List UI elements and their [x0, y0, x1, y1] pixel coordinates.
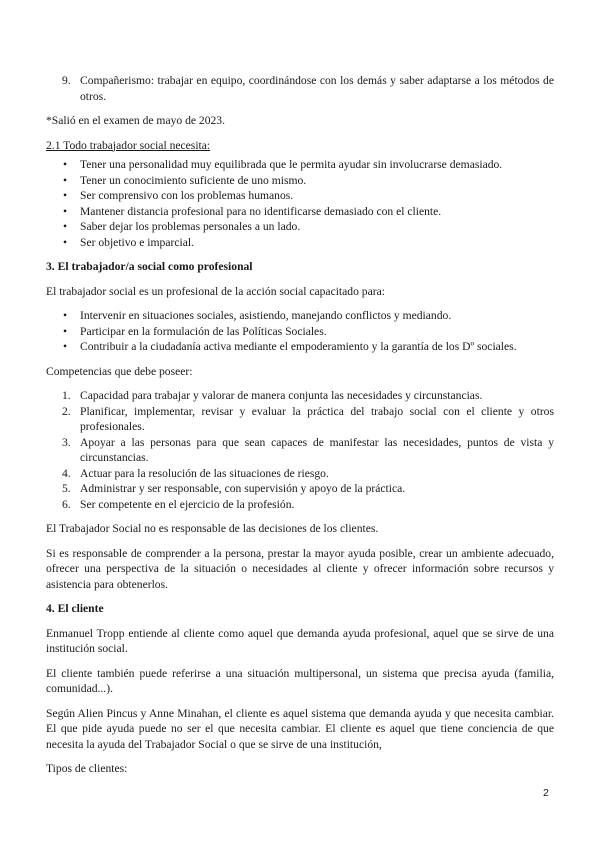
- page-number: 2: [543, 787, 549, 799]
- bullet-icon: •: [63, 173, 68, 187]
- list-item-text: Capacidad para trabajar y valorar de manera conjunta las necesidades y circunstancias.: [80, 389, 483, 402]
- list-item-text: Actuar para la resolución de las situaciones de riesgo.: [80, 466, 329, 480]
- bullet-icon: •: [63, 220, 68, 233]
- bullet-icon: •: [63, 158, 68, 171]
- list-item: [46, 308, 554, 324]
- list-item-text: Administrar y ser responsable, con supervisión y apoyo de la práctica.: [80, 482, 406, 495]
- section-4-paragraph-4: Tipos de clientes:: [46, 762, 128, 775]
- list-marker: 6.: [62, 497, 71, 511]
- list-item: [46, 339, 554, 355]
- section-2-1-bullet-list: [46, 157, 554, 250]
- bullet-icon: •: [63, 189, 68, 202]
- list-marker: 3.: [62, 435, 71, 449]
- page-content: [46, 73, 554, 777]
- list-marker: 2.: [62, 404, 71, 418]
- list-item: [46, 73, 554, 104]
- list-item: [46, 497, 554, 513]
- section-4-paragraph-1: Enmanuel Tropp entiende al cliente como aquel que demanda ayuda profesional, aquel que se sirve de una institución social.: [46, 626, 554, 655]
- list-item-text: Tener un conocimiento suficiente de uno mismo.: [80, 173, 307, 187]
- list-item: [46, 235, 554, 251]
- list-item: [46, 188, 554, 204]
- list-item-text: Participar en la formulación de las Políticas Sociales.: [80, 324, 327, 338]
- bullet-icon: •: [63, 204, 68, 218]
- list-item: [46, 481, 554, 497]
- list-marker: 1.: [62, 389, 71, 402]
- intro-numbered-list: [46, 73, 554, 104]
- competencias-numbered-list: [46, 388, 554, 512]
- section-3-bullet-list: [46, 308, 554, 355]
- section-3-intro: El trabajador social es un profesional de la acción social capacitado para:: [46, 284, 385, 298]
- list-item-text: Ser comprensivo con los problemas humanos.: [80, 189, 294, 202]
- list-item: [46, 219, 554, 235]
- list-item-text: Mantener distancia profesional para no identificarse demasiado con el cliente.: [80, 204, 442, 218]
- competencias-intro: Competencias que debe poseer:: [46, 364, 193, 378]
- list-item: [46, 157, 554, 173]
- section-4-paragraph-2: El cliente también puede referirse a una situación multipersonal, un sistema que precisa ayuda (familia, comunidad...).: [46, 666, 554, 695]
- list-item: [46, 204, 554, 220]
- list-marker: 5.: [62, 482, 71, 495]
- list-item-text: Saber dejar los problemas personales a un lado.: [80, 220, 301, 233]
- section-4-paragraph-3: Según Alien Pincus y Anne Minahan, el cliente es aquel sistema que demanda ayuda y que necesita cambiar. El que pide ayuda puede no ser el que necesita cambiar. El cliente es aquel que tiene conciencia de que necesita la ayuda del Trabajador Social o que se sirve de una institución,: [46, 706, 554, 751]
- list-item: [46, 466, 554, 482]
- bullet-icon: •: [63, 340, 68, 353]
- list-item-text: Planificar, implementar, revisar y evaluar la práctica del trabajo social con el cliente y otros profesionales.: [80, 404, 554, 433]
- bullet-icon: •: [63, 235, 68, 249]
- list-item-text: Ser competente en el ejercicio de la profesión.: [80, 497, 295, 511]
- list-item: [46, 404, 554, 435]
- list-item: [46, 388, 554, 404]
- list-item-text: Tener una personalidad muy equilibrada que le permita ayudar sin involucrarse demasiado.: [80, 158, 503, 171]
- section-3-title: 3. El trabajador/a social como profesional: [46, 260, 253, 273]
- section-4-title: 4. El cliente: [46, 602, 104, 615]
- bullet-icon: •: [63, 324, 68, 338]
- list-item-text: Compañerismo: trabajar en equipo, coordinándose con los demás y saber adaptarse a los métodos de otros.: [80, 74, 554, 103]
- bullet-icon: •: [63, 309, 68, 322]
- list-item: [46, 173, 554, 189]
- list-item-text: Intervenir en situaciones sociales, asistiendo, manejando conflictos y mediando.: [80, 309, 452, 322]
- list-marker: 9.: [62, 74, 71, 87]
- exam-note: *Salió en el examen de mayo de 2023.: [46, 114, 226, 127]
- list-item-text: Contribuir a la ciudadanía activa mediante el empoderamiento y la garantía de los Dº sociales.: [80, 340, 517, 353]
- section-3-paragraph-2: Si es responsable de comprender a la persona, prestar la mayor ayuda posible, crear un ambiente adecuado, ofrecer una perspectiva de la situación o necesidades al cliente y ofrecer información sobre recursos y asistencia para obtenerlos.: [46, 546, 554, 591]
- section-2-1-title: 2.1 Todo trabajador social necesita:: [46, 138, 211, 152]
- list-item-text: Apoyar a las personas para que sean capaces de manifestar las necesidades, puntos de vista y circunstancias.: [80, 435, 554, 464]
- section-3-paragraph-1: El Trabajador Social no es responsable de las decisiones de los clientes.: [46, 522, 379, 535]
- list-item: [46, 435, 554, 466]
- list-item-text: Ser objetivo e imparcial.: [80, 235, 194, 249]
- list-item: [46, 324, 554, 340]
- list-marker: 4.: [62, 466, 71, 480]
